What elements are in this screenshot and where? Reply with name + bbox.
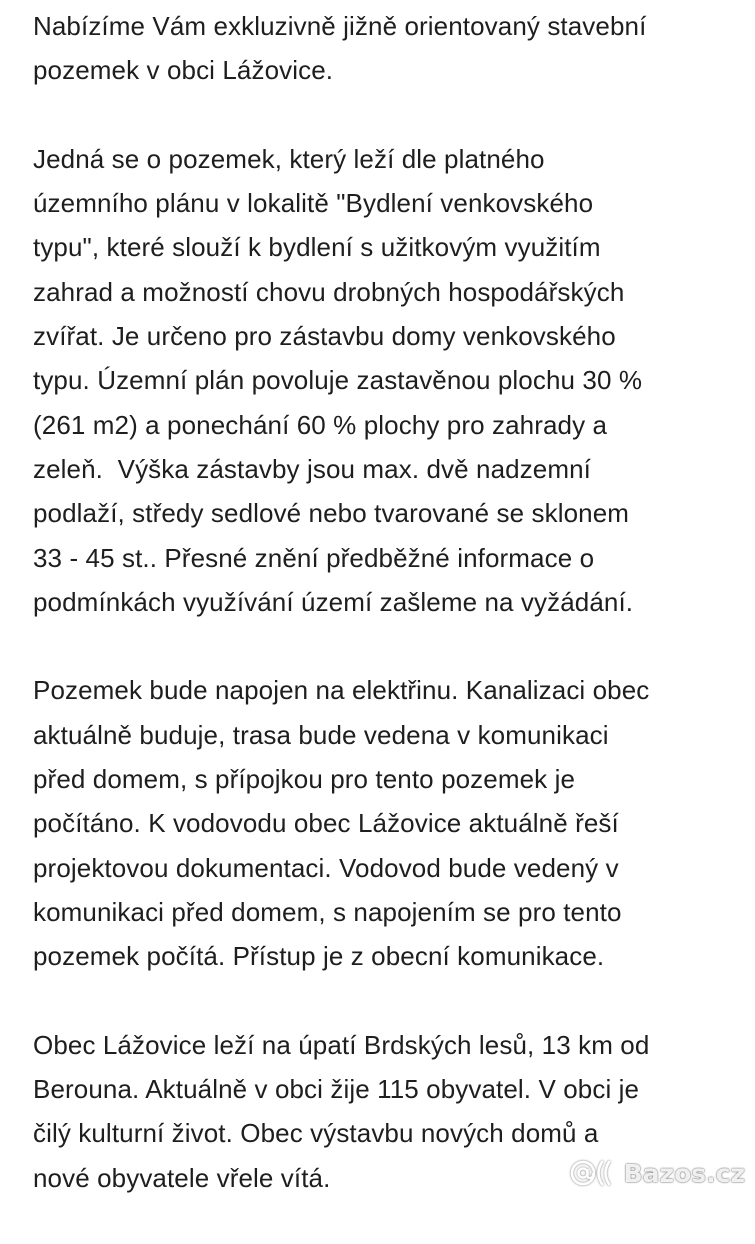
paragraph-utilities — [33, 668, 738, 978]
paragraph-zoning — [33, 137, 738, 624]
text-line: před domem, s přípojkou pro tento pozemek je — [33, 764, 576, 795]
listing-description — [33, 4, 738, 1244]
bazos-watermark — [568, 1158, 745, 1188]
text-line: Nabízíme Vám exkluzivně jižně orientovaný stavební — [33, 11, 647, 41]
text-line: Pozemek bude napojen na elektřinu. Kanalizaci obec — [33, 675, 650, 706]
text-line: 33 - 45 st.. Přesné znění předběžné informace o — [33, 542, 595, 573]
text-line: nové obyvatele vřele vítá. — [33, 1162, 331, 1193]
text-line: typu. Územní plán povoluje zastavěnou plochu 30 % — [33, 365, 643, 396]
bazos-at-logo-icon — [568, 1158, 618, 1188]
text-line: podlaží, středy sedlové nebo tvarované se sklonem — [33, 498, 630, 529]
text-line: zahrad a možností chovu drobných hospodářských — [33, 276, 625, 307]
text-line: Obec Lážovice leží na úpatí Brdských lesů, 13 km od — [33, 1029, 650, 1060]
text-line: čilý kulturní život. Obec výstavbu nových domů a — [33, 1118, 599, 1149]
text-line: pozemek počítá. Přístup je z obecní komunikace. — [33, 941, 605, 972]
text-line: typu", které slouží k bydlení s užitkovým využitím — [33, 232, 601, 263]
text-line: pozemek v obci Lážovice. — [33, 55, 334, 86]
text-line: zvířat. Je určeno pro zástavbu domy venkovského — [33, 321, 616, 352]
text-line: Berouna. Aktuálně v obci žije 115 obyvatel. V obci je — [33, 1074, 640, 1105]
text-line: projektovou dokumentaci. Vodovod bude vedený v — [33, 852, 619, 883]
text-line: územního plánu v lokalitě "Bydlení venkovského — [33, 188, 594, 219]
text-line: zeleň. Výška zástavby jsou max. dvě nadzemní — [33, 453, 591, 484]
watermark-text: Bazos.cz — [623, 1158, 745, 1188]
text-line: počítáno. K vodovodu obec Lážovice aktuálně řeší — [33, 808, 619, 839]
text-line: Jedná se o pozemek, který leží dle platného — [33, 143, 545, 174]
paragraph-intro — [33, 4, 738, 93]
text-line: (261 m2) a ponechání 60 % plochy pro zahrady a — [33, 409, 608, 440]
text-line: podmínkách využívání území zašleme na vyžádání. — [33, 586, 634, 617]
text-line: komunikaci před domem, s napojením se pro tento — [33, 896, 622, 927]
text-line: aktuálně buduje, trasa bude vedena v komunikaci — [33, 719, 609, 750]
